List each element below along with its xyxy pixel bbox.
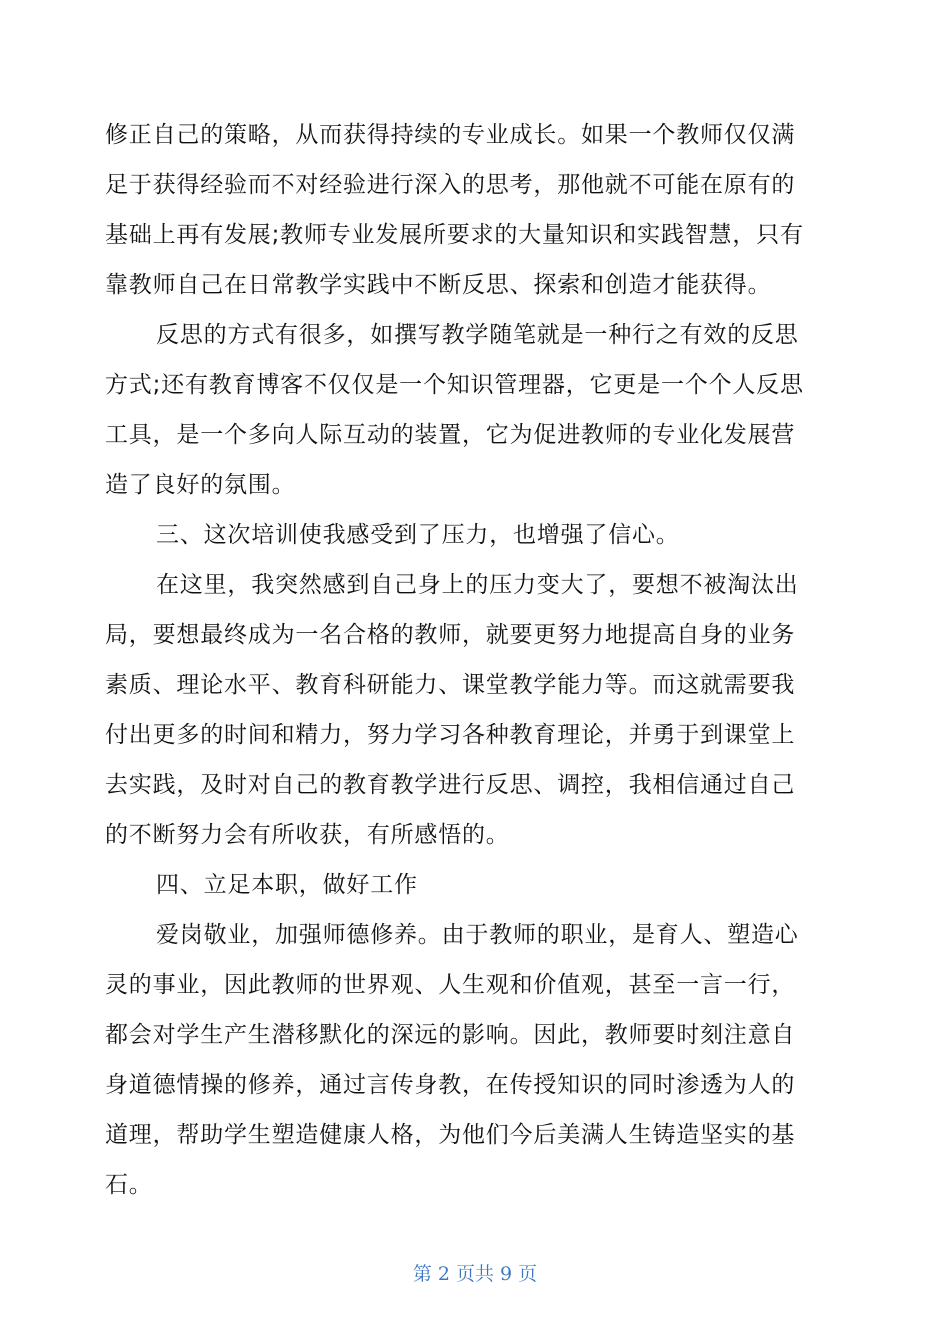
- paragraph: [0, 110, 950, 310]
- text-line: 局，要想最终成为一名合格的教师，就要更努力地提高自身的业务: [105, 622, 796, 648]
- text-line: 石。: [105, 1172, 153, 1198]
- text-line: 方式;还有教育博客不仅仅是一个知识管理器，它更是一个个人反思: [105, 372, 804, 398]
- text-line: 在这里，我突然感到自己身上的压力变大了，要想不被淘汰出: [156, 572, 799, 598]
- paragraph: [0, 310, 950, 510]
- section-heading: [0, 510, 950, 560]
- text-line: 爱岗敬业，加强师德修养。由于教师的职业，是育人、塑造心: [156, 922, 799, 948]
- text-line: 四、立足本职，做好工作: [156, 872, 418, 898]
- text-line: 反思的方式有很多，如撰写教学随笔就是一种行之有效的反思: [156, 322, 799, 348]
- text-line: 付出更多的时间和精力，努力学习各种教育理论，并勇于到课堂上: [105, 722, 796, 748]
- paragraph: [0, 910, 950, 1210]
- text-line: 靠教师自己在日常教学实践中不断反思、探索和创造才能获得。: [105, 272, 772, 298]
- page-number-footer: 第 2 页共 9 页: [412, 1263, 538, 1285]
- text-line: 基础上再有发展;教师专业发展所要求的大量知识和实践智慧，只有: [105, 222, 804, 248]
- text-line: 的不断努力会有所收获，有所感悟的。: [105, 822, 510, 848]
- text-line: 造了良好的氛围。: [105, 472, 296, 498]
- text-line: 工具，是一个多向人际互动的装置，它为促进教师的专业化发展营: [105, 422, 796, 448]
- text-line: 修正自己的策略，从而获得持续的专业成长。如果一个教师仅仅满: [105, 122, 796, 148]
- text-line: 三、这次培训使我感受到了压力，也增强了信心。: [156, 522, 680, 548]
- text-line: 去实践，及时对自己的教育教学进行反思、调控，我相信通过自己: [105, 772, 796, 798]
- text-line: 都会对学生产生潜移默化的深远的影响。因此，教师要时刻注意自: [105, 1022, 796, 1048]
- text-line: 身道德情操的修养，通过言传身教，在传授知识的同时渗透为人的: [105, 1072, 796, 1098]
- text-line: 道理，帮助学生塑造健康人格，为他们今后美满人生铸造坚实的基: [105, 1122, 796, 1148]
- section-heading: [0, 860, 950, 910]
- paragraph: [0, 560, 950, 860]
- text-line: 灵的事业，因此教师的世界观、人生观和价值观，甚至一言一行，: [105, 972, 796, 998]
- document-body: [0, 110, 950, 1210]
- text-line: 足于获得经验而不对经验进行深入的思考，那他就不可能在原有的: [105, 172, 796, 198]
- text-line: 素质、理论水平、教育科研能力、课堂教学能力等。而这就需要我: [105, 672, 796, 698]
